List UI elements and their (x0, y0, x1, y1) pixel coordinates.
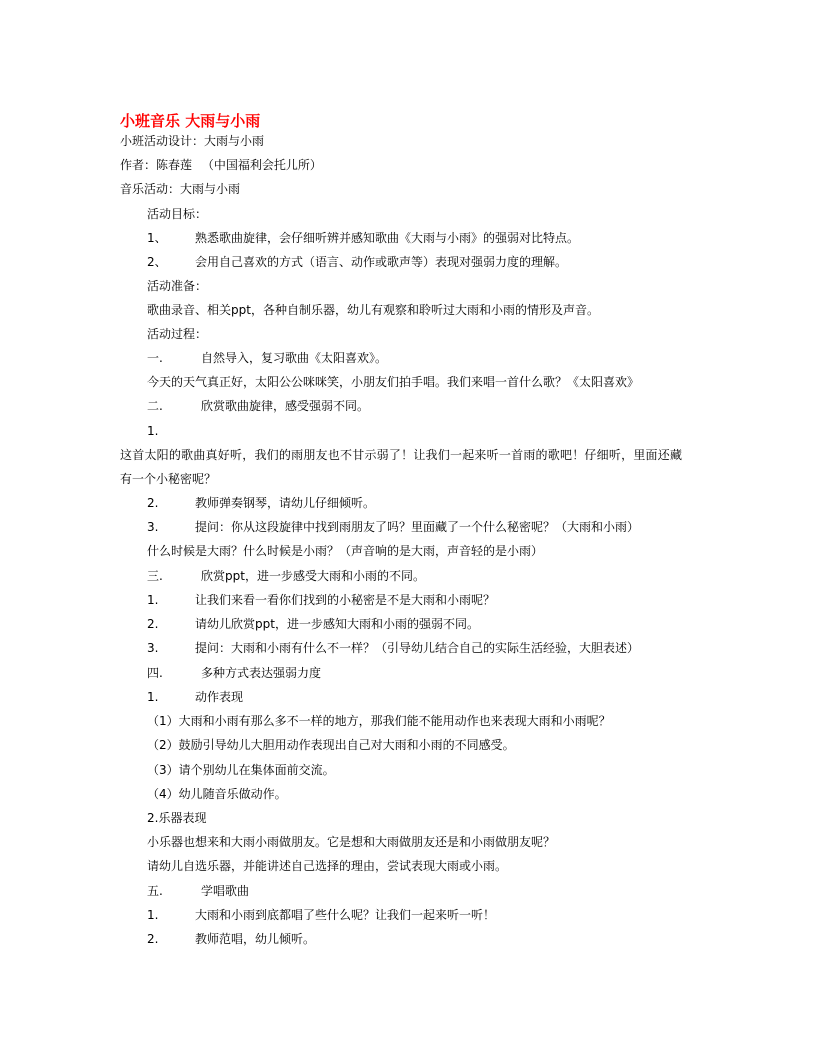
paragraph: 这首太阳的歌曲真好听，我们的雨朋友也不甘示弱了！让我们一起来听一首雨的歌吧！仔细听，里面还藏有一个小秘密呢？ (120, 448, 682, 486)
section-title: 学唱歌曲 (201, 884, 250, 898)
section-heading (147, 568, 425, 584)
list-item (147, 519, 639, 535)
goal-text: 熟悉歌曲旋律，会仔细听辨并感知歌曲《大雨与小雨》的强弱对比特点。 (195, 231, 580, 245)
subsection-heading: 2.乐器表现 (147, 811, 207, 825)
section-title: 多种方式表达强弱力度 (201, 666, 322, 680)
item-text: 请幼儿欣赏ppt，进一步感知大雨和小雨的强弱不同。 (195, 617, 479, 631)
goal-text: 会用自己喜欢的方式（语言、动作或歌声等）表现对强弱力度的理解。 (195, 255, 568, 269)
goal-number: 1、 (147, 231, 167, 245)
list-item (147, 640, 639, 656)
item-number: 3. (147, 641, 159, 655)
item-text: 教师弹奏钢琴，请幼儿仔细倾听。 (195, 496, 376, 510)
item-number: 1. (147, 424, 159, 438)
prep-heading: 活动准备： (147, 279, 208, 293)
section-number: 一. (147, 351, 163, 365)
section-heading (147, 350, 387, 366)
item-text: 教师范唱，幼儿倾听。 (195, 932, 316, 946)
list-item: （3）请个别幼儿在集体面前交流。 (147, 763, 335, 777)
paragraph: 什么时候是大雨？什么时候是小雨？（声音响的是大雨，声音轻的是小雨） (147, 544, 544, 558)
section-number: 五. (147, 884, 163, 898)
section-heading (147, 883, 249, 899)
section-number: 三. (147, 569, 163, 583)
list-item: （2）鼓励引导幼儿大胆用动作表现出自己对大雨和小雨的不同感受。 (147, 738, 515, 752)
item-number: 3. (147, 520, 159, 534)
activity-line: 音乐活动：大雨与小雨 (120, 182, 241, 196)
item-number: 1. (147, 690, 159, 704)
item-number: 2. (147, 932, 159, 946)
paragraph: 请幼儿自选乐器，并能讲述自己选择的理由，尝试表现大雨或小雨。 (147, 859, 508, 873)
section-title: 欣赏歌曲旋律，感受强弱不同。 (201, 399, 370, 413)
subsection-title: 动作表现 (195, 690, 244, 704)
list-item: （4）幼儿随音乐做动作。 (147, 787, 287, 801)
section-heading (147, 665, 321, 681)
author-line: 作者：陈春莲 （中国福利会托儿所） (120, 158, 322, 172)
paragraph: 今天的天气真正好，太阳公公咪咪笑，小朋友们拍手唱。我们来唱一首什么歌？《太阳喜欢》 (147, 375, 640, 389)
item-number: 2. (147, 496, 159, 510)
list-item (147, 592, 495, 608)
section-heading (147, 398, 369, 414)
item-text: 大雨和小雨到底都唱了些什么呢？让我们一起来听一听！ (195, 908, 496, 922)
document-title: 小班音乐 大雨与小雨 (120, 112, 261, 130)
list-item (147, 907, 495, 923)
design-line: 小班活动设计：大雨与小雨 (120, 134, 265, 148)
prep-text: 歌曲录音、相关ppt，各种自制乐器，幼儿有观察和聆听过大雨和小雨的情形及声音。 (147, 303, 599, 317)
goal-item (147, 230, 579, 246)
item-text: 提问：大雨和小雨有什么不一样？（引导幼儿结合自己的实际生活经验，大胆表述） (195, 641, 640, 655)
goals-heading: 活动目标： (147, 207, 208, 221)
section-title: 自然导入，复习歌曲《太阳喜欢》。 (201, 351, 388, 365)
goal-item (147, 254, 567, 270)
item-text: 提问：你从这段旋律中找到雨朋友了吗？里面藏了一个什么秘密呢？（大雨和小雨） (195, 520, 640, 534)
list-item (147, 495, 375, 511)
item-number: 1. (147, 908, 159, 922)
goal-number: 2、 (147, 255, 167, 269)
item-number: 1. (147, 593, 159, 607)
item-text: 让我们来看一看你们找到的小秘密是不是大雨和小雨呢？ (195, 593, 496, 607)
section-number: 二. (147, 399, 163, 413)
subsection-heading (147, 689, 243, 705)
list-item (147, 616, 479, 632)
paragraph: 小乐器也想来和大雨小雨做朋友。它是想和大雨做朋友还是和小雨做朋友呢？ (147, 835, 556, 849)
section-title: 欣赏ppt，进一步感受大雨和小雨的不同。 (201, 569, 425, 583)
list-item: （1）大雨和小雨有那么多不一样的地方，那我们能不能用动作也来表现大雨和小雨呢？ (147, 714, 611, 728)
process-heading: 活动过程： (147, 327, 208, 341)
item-number: 2. (147, 617, 159, 631)
section-number: 四. (147, 666, 163, 680)
list-item (147, 931, 315, 947)
